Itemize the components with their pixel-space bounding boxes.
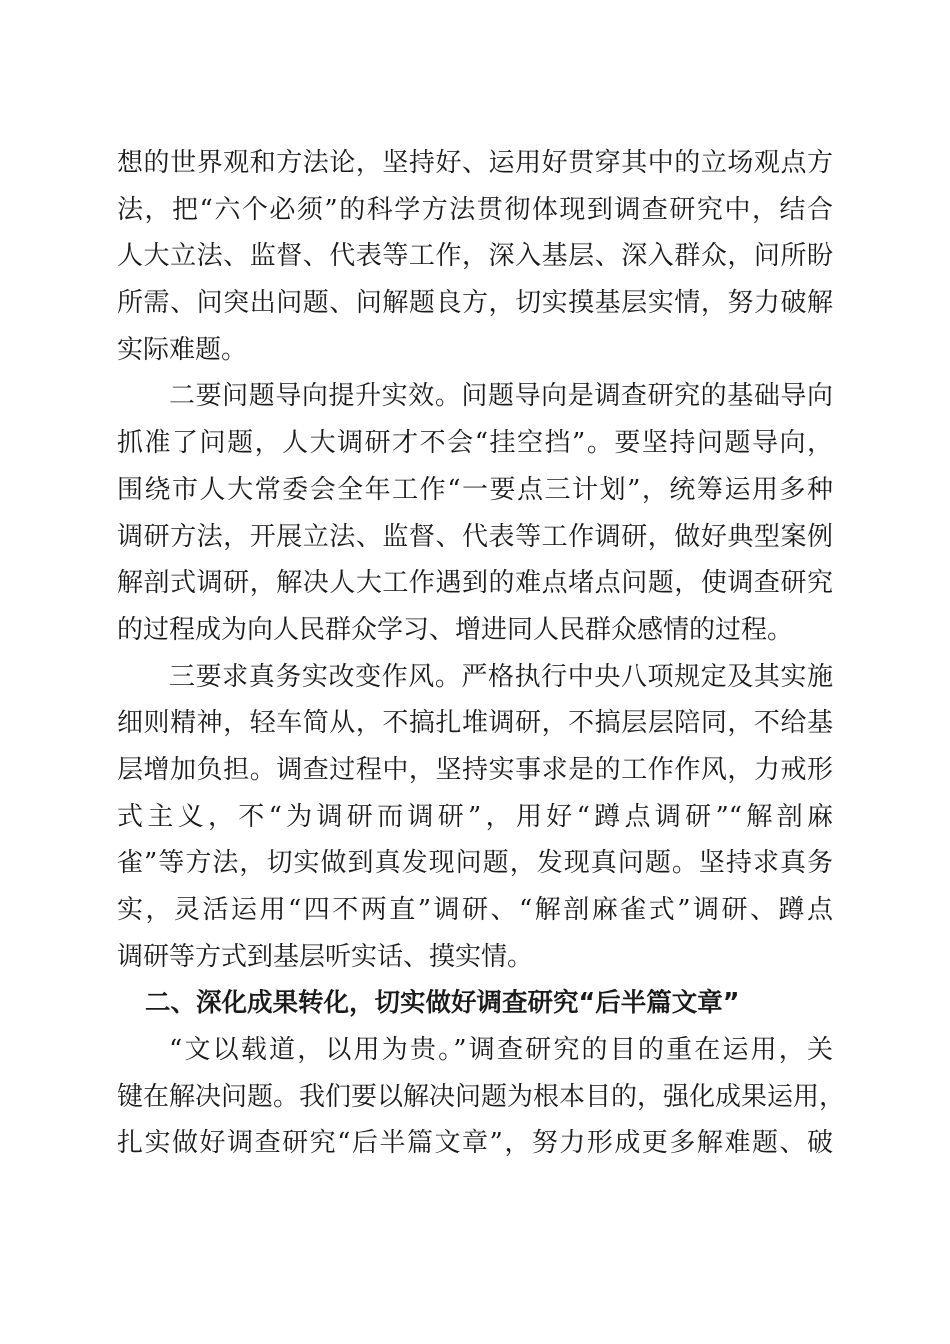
paragraph-start-line: “文以载道，以用为贵。”调查研究的目的重在运用，关 [169, 1035, 833, 1066]
paragraph-start-line: 三要求真务实改变作风。严格执行中央八项规定及其实施 [169, 661, 833, 692]
body-line: 解剖式调研，解决人大工作遇到的难点堵点问题，使调查研究 [117, 568, 833, 599]
body-line: 法，把“六个必须”的科学方法贯彻体现到调查研究中，结合 [117, 194, 833, 225]
body-line: 实，灵活运用“四不两直”调研、“解剖麻雀式”调研、蹲点 [117, 895, 833, 925]
document-body [117, 140, 846, 1167]
section-heading: 二、深化成果转化，切实做好调查研究“后半篇文章” [145, 988, 740, 1019]
body-line: 想的世界观和方法论，坚持好、运用好贯穿其中的立场观点方 [117, 148, 833, 178]
body-line: 细则精神，轻车简从，不搞扎堆调研，不搞层层陪同，不给基 [117, 708, 833, 739]
body-line: 实际难题。 [117, 334, 248, 365]
body-line: 所需、问突出问题、问解题良方，切实摸基层实情，努力破解 [117, 288, 833, 319]
body-line: 雀”等方法，切实做到真发现问题，发现真问题。坚持求真务 [117, 848, 833, 879]
body-line: 键在解决问题。我们要以解决问题为根本目的，强化成果运用， [117, 1081, 846, 1112]
body-line: 扎实做好调查研究“后半篇文章”，努力形成更多解难题、破 [117, 1128, 833, 1159]
body-line: 的过程成为向人民群众学习、增进同人民群众感情的过程。 [117, 614, 794, 645]
body-line: 层增加负担。调查过程中，坚持实事求是的工作作风，力戒形 [117, 754, 833, 785]
body-line: 围绕市人大常委会全年工作“一要点三计划”，统筹运用多种 [117, 474, 833, 505]
body-line: 人大立法、监督、代表等工作，深入基层、深入群众，问所盼 [117, 241, 833, 272]
body-line: 调研等方式到基层听实话、摸实情。 [117, 941, 534, 972]
body-line: 调研方法，开展立法、监督、代表等工作调研，做好典型案例 [117, 521, 833, 552]
body-line: 式主义，不“为调研而调研”，用好“蹲点调研”“解剖麻 [117, 801, 833, 832]
paragraph-start-line: 二要问题导向提升实效。问题导向是调查研究的基础导向 [169, 381, 833, 412]
body-line: 抓准了问题，人大调研才不会“挂空挡”。要坚持问题导向， [117, 428, 833, 459]
